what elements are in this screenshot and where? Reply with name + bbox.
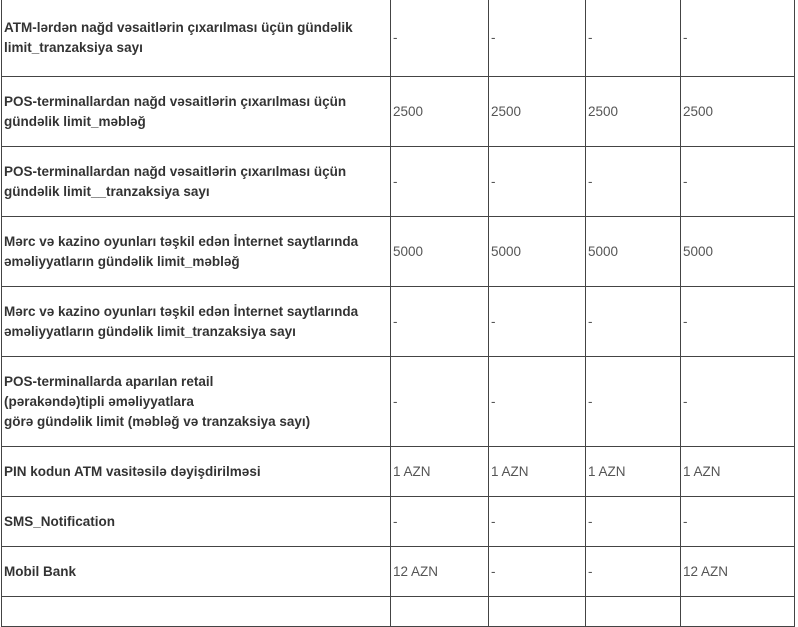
table-row — [2, 77, 795, 147]
value-cell: - — [489, 0, 586, 77]
empty-cell — [586, 597, 681, 627]
row-label: POS-terminallardan nağd vəsaitlərin çıxarılması üçün gündəlik limit__tranzaksiya sayı — [2, 147, 391, 217]
row-label-line: POS-terminallarda aparılan retail — [4, 373, 214, 389]
value-cell: 1 AZN — [391, 447, 489, 497]
row-label: Mobil Bank — [2, 547, 391, 597]
table-row — [2, 597, 795, 627]
value-cell: - — [489, 547, 586, 597]
value-cell: - — [489, 357, 586, 447]
table-row — [2, 447, 795, 497]
table-row — [2, 497, 795, 547]
row-label: PIN kodun ATM vasitəsilə dəyişdirilməsi — [2, 447, 391, 497]
table-row — [2, 217, 795, 287]
row-label: SMS_Notification — [2, 497, 391, 547]
value-cell: - — [586, 0, 681, 77]
table-row — [2, 547, 795, 597]
row-label: POS-terminallardan nağd vəsaitlərin çıxarılması üçün gündəlik limit_məbləğ — [2, 77, 391, 147]
value-cell: 5000 — [681, 217, 795, 287]
value-cell: - — [489, 497, 586, 547]
value-cell: - — [586, 287, 681, 357]
value-cell: 2500 — [586, 77, 681, 147]
empty-cell — [391, 597, 489, 627]
value-cell: - — [391, 147, 489, 217]
value-cell: 2500 — [391, 77, 489, 147]
value-cell: 1 AZN — [681, 447, 795, 497]
empty-cell — [681, 597, 795, 627]
value-cell: - — [681, 147, 795, 217]
value-cell: 1 AZN — [586, 447, 681, 497]
value-cell: 12 AZN — [681, 547, 795, 597]
value-cell: - — [586, 547, 681, 597]
value-cell: - — [586, 357, 681, 447]
card-limits-table — [1, 0, 795, 627]
row-label: Mərc və kazino oyunları təşkil edən İnternet saytlarında əməliyyatların gündəlik limit_tranzaksiya sayı — [2, 287, 391, 357]
table-row — [2, 287, 795, 357]
row-label: ATM-lərdən nağd vəsaitlərin çıxarılması üçün gündəlik limit_tranzaksiya sayı — [2, 0, 391, 77]
value-cell: 5000 — [391, 217, 489, 287]
value-cell: - — [586, 497, 681, 547]
value-cell: - — [489, 287, 586, 357]
empty-cell — [2, 597, 391, 627]
value-cell: - — [681, 357, 795, 447]
empty-cell — [489, 597, 586, 627]
value-cell: - — [391, 357, 489, 447]
value-cell: - — [489, 147, 586, 217]
value-cell: - — [391, 497, 489, 547]
row-label-line: görə gündəlik limit (məbləğ və tranzaksiya sayı) — [4, 413, 311, 429]
value-cell: - — [391, 287, 489, 357]
value-cell: - — [681, 0, 795, 77]
table-row — [2, 357, 795, 447]
value-cell: 12 AZN — [391, 547, 489, 597]
row-label-line: (pərakəndə)tipli əməliyyatlara — [4, 393, 194, 409]
row-label: Mərc və kazino oyunları təşkil edən İnternet saytlarında əməliyyatların gündəlik limit_məbləğ — [2, 217, 391, 287]
value-cell: 1 AZN — [489, 447, 586, 497]
value-cell: 5000 — [489, 217, 586, 287]
table-row — [2, 0, 795, 77]
value-cell: - — [391, 0, 489, 77]
value-cell: - — [681, 497, 795, 547]
value-cell: - — [681, 287, 795, 357]
value-cell: 5000 — [586, 217, 681, 287]
table-row — [2, 147, 795, 217]
value-cell: - — [586, 147, 681, 217]
value-cell: 2500 — [489, 77, 586, 147]
row-label — [2, 357, 391, 447]
value-cell: 2500 — [681, 77, 795, 147]
